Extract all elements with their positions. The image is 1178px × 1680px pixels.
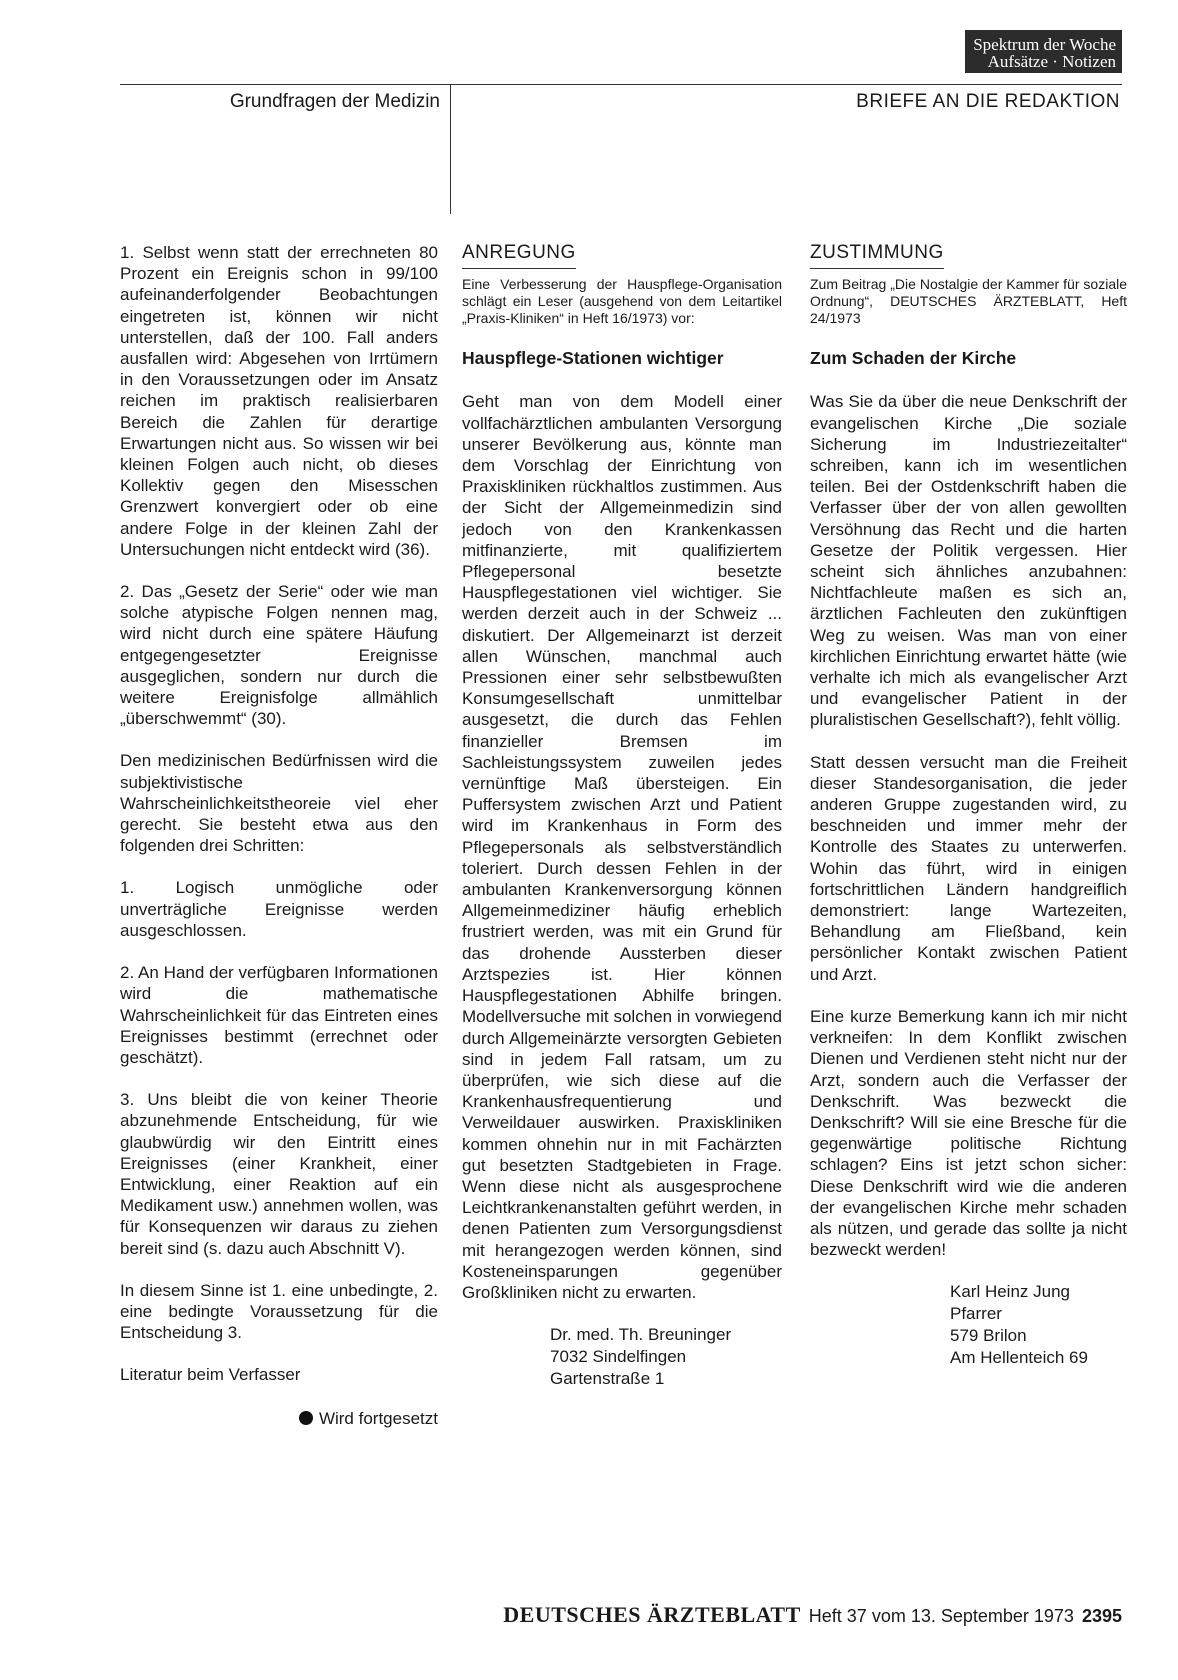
signature xyxy=(550,1324,782,1390)
signature-line: Pfarrer xyxy=(950,1304,1002,1324)
letter-intro: Eine Verbesserung der Hauspflege-Organisation schlägt ein Leser (ausgehend von dem Leitartikel „Praxis-Kliniken“ in Heft 16/1973) vor: xyxy=(462,276,782,327)
paragraph: 2. An Hand der verfügbaren Informationen wird die mathematische Wahrscheinlichkeit für das Eintreten eines Ereignisses bestimmt (errechnet oder geschätzt). xyxy=(120,963,438,1067)
literature-note: Literatur beim Verfasser xyxy=(120,1365,301,1385)
header-right: BRIEFE AN DIE REDAKTION xyxy=(856,91,1120,112)
paragraph: 1. Selbst wenn statt der errechneten 80 Prozent ein Ereignis schon in 99/100 aufeinanderfolgender Beobachtungen eingetreten ist, können wir nicht unterstellen, daß der 100. Fall anders ausfallen wird: Abgesehen von Irrtümern in den Voraussetzungen oder im Ansatz reichen im praktisch realisierbaren Bereich die Zahlen für derartige Erwartungen nicht aus. So wissen wir bei kleinen Folgen auch nicht, ob dieses Kollektiv gegen den Misesschen Grenzwert konvergiert oder ob eine andere Folge in der kleinen Zahl der Untersuchungen nicht entdeckt wird (36). xyxy=(120,243,438,559)
continued-note xyxy=(120,1408,438,1429)
masthead-line2: Aufsätze · Notizen xyxy=(987,52,1116,71)
bullet-dot-icon xyxy=(299,1411,313,1425)
signature xyxy=(950,1281,1127,1369)
letter-intro: Zum Beitrag „Die Nostalgie der Kammer für soziale Ordnung“, DEUTSCHES ÄRZTEBLATT, Heft 24/1973 xyxy=(810,276,1127,327)
signature-line: Gartenstraße 1 xyxy=(550,1369,665,1389)
masthead-line1: Spektrum der Woche xyxy=(973,35,1116,54)
journal-name: DEUTSCHES ÄRZTEBLATT xyxy=(503,1602,801,1627)
paragraph: 3. Uns bleibt die von keiner Theorie abzunehmende Entscheidung, für wie glaubwürdig wir den Eintritt eines Ereignisses (einer Krankheit, einer Entwicklung, einer Reaktion auf ein Medikament usw.) annehmen wollen, was für Konsequenzen wir daraus zu ziehen bereit sind (s. dazu auch Abschnitt V). xyxy=(120,1090,438,1258)
continued-label: Wird fortgesetzt xyxy=(318,1408,438,1428)
paragraph: Was Sie da über die neue Denkschrift der evangelischen Kirche „Die soziale Sicherung im Industriezeitalter“ schreiben, kann ich im wesentlichen teilen. Bei der Ostdenkschrift haben die Verfasser über der von allen gewollten Versöhnung das Recht und die harten Gesetze der Politik vergessen. Hier scheint sich ähnliches anzubahnen: Nichtfachleute maßen es sich an, ärztlichen Fachleuten den zukünftigen Weg zu weisen. Was man von einer kirchlichen Einrichtung erwartet hätte (wie verhalte ich mich als evangelischer Arzt und evangelischer Patient in der pluralistischen Gesellschaft?), fehlt völlig. xyxy=(810,392,1127,730)
signature-line: Am Hellenteich 69 xyxy=(950,1348,1088,1368)
header-left: Grundfragen der Medizin xyxy=(229,91,440,112)
paragraph: Geht man von dem Modell einer vollfachärztlichen ambulanten Versorgung unserer Bevölkerung aus, könnte man dem Vorschlag der Einrichtung von Praxiskliniken rückhaltlos zustimmen. Aus der Sicht der Allgemeinmedizin sind jedoch von den Krankenkassen mitfinanzierte, mit qualifiziertem Pflegepersonal besetzte Hauspflegestationen viel wichtiger. Sie werden derzeit auch in der Schweiz ... diskutiert. Der Allgemeinarzt ist derzeit allen Wünschen, manchmal auch Pressionen einer sehr selbstbewußten Konsumgesellschaft unmittelbar ausgesetzt, die durch das Fehlen finanzieller Bremsen im Sachleistungssystem zuweilen jedes vernünftige Maß übersteigen. Ein Puffersystem zwischen Arzt und Patient wird im Krankenhaus in Form des Pflegepersonals als selbstverständlich toleriert. Durch dessen Fehlen in der ambulanten Krankenversorgung können Allgemeinmediziner häufig erheblich frustriert werden, was mit ein Grund für das drohende Aussterben dieser Arztspezies ist. Hier können Hauspflegestationen Abhilfe bringen. Modellversuche mit solchen in vorwiegend durch Allgemeinärzte versorgten Gebieten sind in jedem Fall ratsam, um zu überprüfen, wie sich diese auf die Krankenhausfrequentierung und Verweildauer auswirken. Praxiskliniken kommen ohnehin nur in mit Fachärzten gut besetzten Stadtgebieten in Frage. Wenn diese nicht als ausgesprochene Leichtkrankenanstalten geführt werden, in denen Patienten zum Versorgungsdienst mit herangezogen werden können, sind Kosteneinsparungen gegenüber Großkliniken nicht zu erwarten. xyxy=(462,392,782,1302)
paragraph: 2. Das „Gesetz der Serie“ oder wie man solche atypische Folgen nennen mag, wird nicht durch eine spätere Häufung entgegengesetzter Ereignisse ausgeglichen, sondern nur durch die weitere Ereignisfolge allmählich „überschwemmt“ (30). xyxy=(120,582,438,729)
issue-info: Heft 37 vom 13. September 1973 xyxy=(808,1606,1074,1626)
paragraph: Den medizinischen Bedürfnissen wird die subjektivistische Wahrscheinlichkeitstheoreie viel eher gerecht. Sie besteht etwa aus den folgenden drei Schritten: xyxy=(120,751,438,856)
header-rule xyxy=(120,84,1122,85)
signature-line: Dr. med. Th. Breuninger xyxy=(550,1325,732,1345)
header-divider xyxy=(450,84,451,214)
section-heading: ANREGUNG xyxy=(462,242,576,269)
column-2 xyxy=(462,242,782,1390)
page-number: 2395 xyxy=(1081,1606,1122,1626)
section-heading: ZUSTIMMUNG xyxy=(810,242,944,269)
paragraph: Eine kurze Bemerkung kann ich mir nicht verkneifen: In dem Konflikt zwischen Dienen und Verdienen steht nicht nur der Arzt, sondern auch die Verfasser der Denkschrift. Was bezweckt die Denkschrift? Will sie eine Bresche für die gegenwärtige politische Richtung schlagen? Eins ist jetzt schon sicher: Diese Denkschrift wird wie die anderen der evangelischen Kirche mehr schaden als nützen, und gerade das sollte ja nicht bezweckt werden! xyxy=(810,1006,1127,1260)
signature-line: Karl Heinz Jung xyxy=(950,1282,1071,1302)
masthead xyxy=(965,30,1122,73)
signature-line: 579 Brilon xyxy=(950,1326,1027,1346)
letter-headline: Zum Schaden der Kirche xyxy=(810,348,1017,369)
signature-line: 7032 Sindelfingen xyxy=(550,1347,687,1367)
column-1 xyxy=(120,242,438,1429)
letter-headline: Hauspflege-Stationen wichtiger xyxy=(462,348,724,369)
column-3 xyxy=(810,242,1127,1369)
paragraph: Statt dessen versucht man die Freiheit dieser Standesorganisation, die jeder anderen Gruppe zugestanden wird, zu beschneiden und immer mehr der Kontrolle des Staates zu unterwerfen. Wohin das führt, wird in einigen fortschrittlichen Ländern handgreiflich demonstriert: lange Wartezeiten, Behandlung am Fließband, kein persönlicher Kontakt zwischen Patient und Arzt. xyxy=(810,752,1127,984)
page-footer xyxy=(440,1602,1122,1628)
paragraph: In diesem Sinne ist 1. eine unbedingte, 2. eine bedingte Voraussetzung für die Entscheidung 3. xyxy=(120,1280,438,1343)
paragraph: 1. Logisch unmögliche oder unverträgliche Ereignisse werden ausgeschlossen. xyxy=(120,878,438,940)
